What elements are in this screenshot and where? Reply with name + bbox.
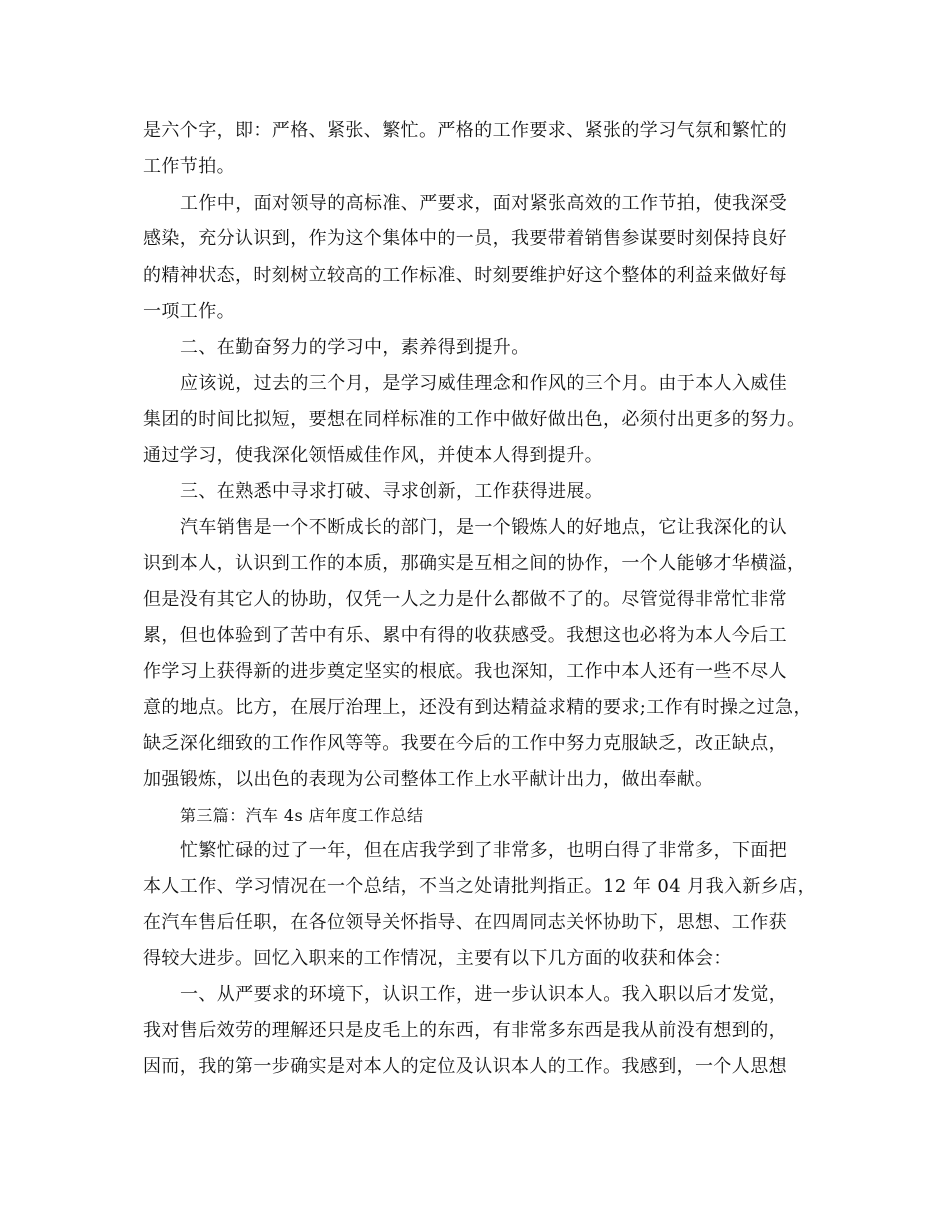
text-line: 感染，充分认识到，作为这个集体中的一员，我要带着销售参谋要时刻保持良好 xyxy=(143,228,787,249)
text-line: 工作节拍。 xyxy=(143,156,235,177)
text-line: 在汽车售后任职，在各位领导关怀指导、在四周同志关怀协助下，思想、工作获 xyxy=(143,912,787,933)
text-line: 应该说，过去的三个月，是学习威佳理念和作风的三个月。由于本人入威佳 xyxy=(180,373,788,394)
text-line: 加强锻炼，以出色的表现为公司整体工作上水平献计出力，做出奉献。 xyxy=(143,769,714,790)
text-line: 作学习上获得新的进步奠定坚实的根底。我也深知，工作中本人还有一些不尽人 xyxy=(143,661,787,682)
text-line: 集团的时间比拟短，要想在同样标准的工作中做好做出色，必须付出更多的努力。 xyxy=(143,409,806,430)
text-line: 工作中，面对领导的高标准、严要求，面对紧张高效的工作节拍，使我深受 xyxy=(180,193,788,214)
section-heading: 三、在熟悉中寻求打破、寻求创新，工作获得进展。 xyxy=(180,481,604,502)
text-line: 累，但也体验到了苦中有乐、累中有得的收获感受。我想这也必将为本人今后工 xyxy=(143,625,787,646)
section-heading: 二、在勤奋努力的学习中，素养得到提升。 xyxy=(180,337,530,358)
text-line: 识到本人，认识到工作的本质，那确实是互相之间的协作，一个人能够才华横溢， xyxy=(143,553,806,574)
text-line: 汽车销售是一个不断成长的部门，是一个锻炼人的好地点，它让我深化的认 xyxy=(180,517,788,538)
section-heading: 一、从严要求的环境下，认识工作，进一步认识本人。我入职以后才发觉， xyxy=(180,984,788,1005)
text-line: 通过学习，使我深化领悟威佳作风，并使本人得到提升。 xyxy=(143,445,603,466)
text-line: 意的地点。比方，在展厅治理上，还没有到达精益求精的要求;工作有时操之过急， xyxy=(143,697,812,718)
text-line: 的精神状态，时刻树立较高的工作标准、时刻要维护好这个整体的利益来做好每 xyxy=(143,265,787,286)
text-line: 一项工作。 xyxy=(143,301,235,322)
text-line: 但是没有其它人的协助，仅凭一人之力是什么都做不了的。尽管觉得非常忙非常 xyxy=(143,589,787,610)
text-line: 我对售后效劳的理解还只是皮毛上的东西，有非常多东西是我从前没有想到的， xyxy=(143,1020,787,1041)
text-line: 得较大进步。回忆入职来的工作情况，主要有以下几方面的收获和体会： xyxy=(143,948,732,969)
text-line: 缺乏深化细致的工作作风等等。我要在今后的工作中努力克服缺乏，改正缺点， xyxy=(143,733,787,754)
text-line: 本人工作、学习情况在一个总结，不当之处请批判指正。12 年 04 月我入新乡店， xyxy=(143,876,816,897)
text-line: 忙繁忙碌的过了一年，但在店我学到了非常多，也明白得了非常多，下面把 xyxy=(180,840,788,861)
article-title: 第三篇：汽车 4s 店年度工作总结 xyxy=(180,806,424,825)
text-line: 是六个字，即：严格、紧张、繁忙。严格的工作要求、紧张的学习气氛和繁忙的 xyxy=(143,120,787,141)
text-line: 因而，我的第一步确实是对本人的定位及认识本人的工作。我感到，一个人思想 xyxy=(143,1056,787,1077)
